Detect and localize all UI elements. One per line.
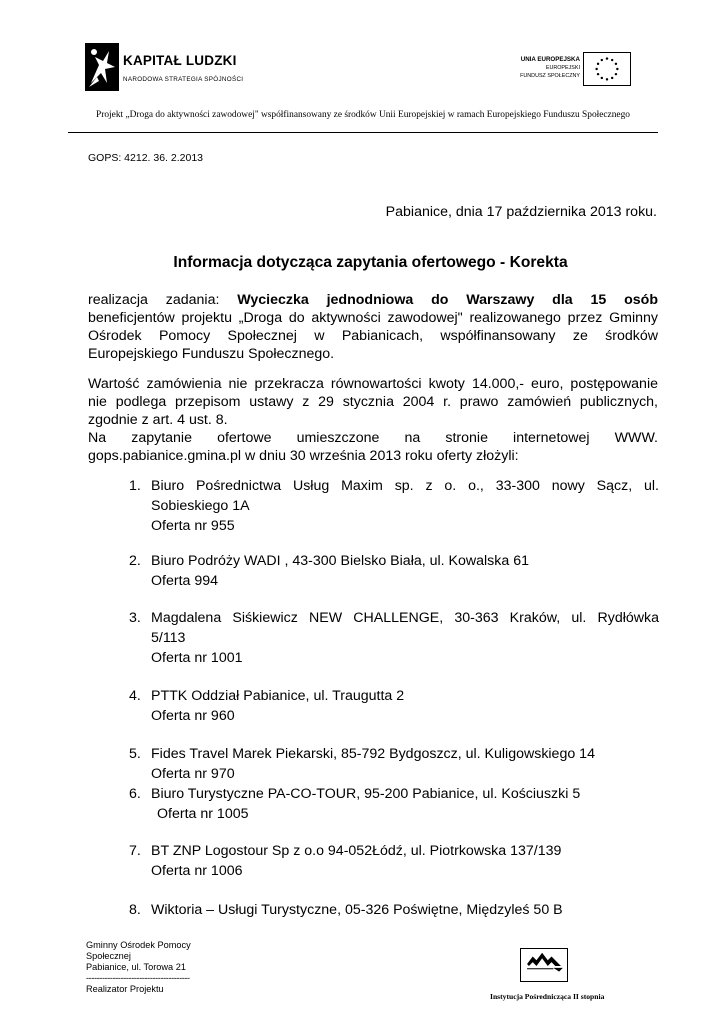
offer-line: Wiktoria – Usługi Turystyczne, 05-326 Poświętne, Międzyleś 50 B <box>151 902 563 918</box>
eu-logo-text <box>520 56 580 80</box>
eu-flag-icon <box>583 52 631 86</box>
intermediate-institution-label: Instytucja Pośrednicząca II stopnia <box>490 992 605 1001</box>
offer-line: Biuro Turystyczne PA-CO-TOUR, 95-200 Pabianice, ul. Kościuszki 5 <box>151 786 581 802</box>
offer-line: PTTK Oddział Pabianice, ul. Traugutta 2 <box>151 688 405 704</box>
kapital-ludzki-emblem-icon <box>85 43 119 91</box>
value-paragraph-line-2: nie podlega przepisom ustawy z 29 stycznia 2004 r. prawo zamówień publicznych, <box>88 394 658 410</box>
offer-number: 7. <box>129 843 141 859</box>
offer-line: Oferta nr 1001 <box>151 650 243 666</box>
task-paragraph-line-4: Europejskiego Funduszu Społecznego. <box>88 346 335 362</box>
eu-logo-line-3: FUNDUSZ SPOŁECZNY <box>520 73 580 79</box>
footer-address: Pabianice, ul. Torowa 21 <box>86 962 186 972</box>
offer-number: 6. <box>129 786 141 802</box>
footer-dash-line: --------------------------------------- <box>86 973 190 983</box>
offer-line: Magdalena Siśkiewicz NEW CHALLENGE, 30-363 Kraków, ul. Rydłówka <box>151 610 659 626</box>
task-prefix: realizacja zadania: <box>88 292 238 308</box>
value-paragraph-line-5: gops.pabianice.gmina.pl w dniu 30 września 2013 roku oferty złożyli: <box>88 448 519 464</box>
footer-realizer-label: Realizator Projektu <box>86 984 164 994</box>
project-realizer-footer <box>86 940 191 995</box>
eu-logo <box>505 52 633 92</box>
offer-number: 1. <box>129 478 141 494</box>
intermediate-institution-footer <box>490 948 620 1008</box>
kapital-ludzki-title: KAPITAŁ LUDZKI <box>123 53 237 68</box>
task-paragraph-line-1 <box>88 291 658 309</box>
place-and-date: Pabianice, dnia 17 października 2013 roku. <box>385 204 657 220</box>
value-paragraph <box>88 375 658 465</box>
offer-number: 5. <box>129 746 141 762</box>
offer-line: Oferta nr 955 <box>151 518 235 534</box>
offer-line: Sobieskiego 1A <box>151 498 250 514</box>
project-cofinancing-line: Projekt „Droga do aktywności zawodowej" współfinansowany ze środków Unii Europejskiej w ramach Europejskiego Funduszu Społecznego <box>96 110 630 120</box>
task-paragraph <box>88 291 658 363</box>
offer-line: Oferta 994 <box>151 573 219 589</box>
header-divider <box>68 132 658 133</box>
offer-number: 4. <box>129 688 141 704</box>
reference-number: GOPS: 4212. 36. 2.2013 <box>88 152 203 164</box>
task-paragraph-line-3: Ośrodek Pomocy Społecznej w Pabianicach, współfinansowany ze środków <box>88 328 658 344</box>
document-title: Informacja dotycząca zapytania ofertowego - Korekta <box>173 254 568 271</box>
offer-line: Fides Travel Marek Piekarski, 85-792 Bydgoszcz, ul. Kuligowskiego 14 <box>151 746 595 762</box>
offer-line: BT ZNP Logostour Sp z o.o 94-052Łódź, ul. Piotrkowska 137/139 <box>151 843 562 859</box>
offer-line: Oferta nr 960 <box>151 708 235 724</box>
offer-line: 5/113 <box>151 630 186 646</box>
value-paragraph-line-4: Na zapytanie ofertowe umieszczone na stronie internetowej WWW. <box>88 430 658 446</box>
offer-number: 8. <box>129 902 141 918</box>
kapital-ludzki-subtitle: NARODOWA STRATEGIA SPÓJNOŚCI <box>123 76 244 83</box>
kapital-ludzki-logo <box>85 43 245 93</box>
offer-line: Oferta nr 1006 <box>151 863 243 879</box>
offer-line: Oferta nr 970 <box>151 766 235 782</box>
eu-logo-line-1: UNIA EUROPEJSKA <box>520 56 580 63</box>
offer-line: Biuro Pośrednictwa Usług Maxim sp. z o. o., 33-300 nowy Sącz, ul. <box>151 478 659 494</box>
footer-org-line-1: Gminny Ośrodek Pomocy <box>86 940 191 950</box>
offer-line: Oferta nr 1005 <box>157 806 249 822</box>
offer-line: Biuro Podróży WADI , 43-300 Bielsko Biała, ul. Kowalska 61 <box>151 553 529 569</box>
eu-logo-line-2: EUROPEJSKI <box>545 65 580 71</box>
value-paragraph-line-1: Wartość zamówienia nie przekracza równowartości kwoty 14.000,- euro, postępowanie <box>88 376 658 392</box>
voivodeship-office-logo-icon <box>520 948 568 982</box>
task-name: Wycieczka jednodniowa do Warszawy dla 15 osób <box>237 292 659 308</box>
offer-number: 3. <box>129 610 141 626</box>
footer-org-line-2: Społecznej <box>86 951 131 961</box>
value-paragraph-line-3: zgodnie z art. 4 ust. 8. <box>88 412 228 428</box>
task-paragraph-line-2: beneficjentów projektu „Droga do aktywności zawodowej" realizowanego przez Gminny <box>88 310 658 326</box>
offer-number: 2. <box>129 553 141 569</box>
